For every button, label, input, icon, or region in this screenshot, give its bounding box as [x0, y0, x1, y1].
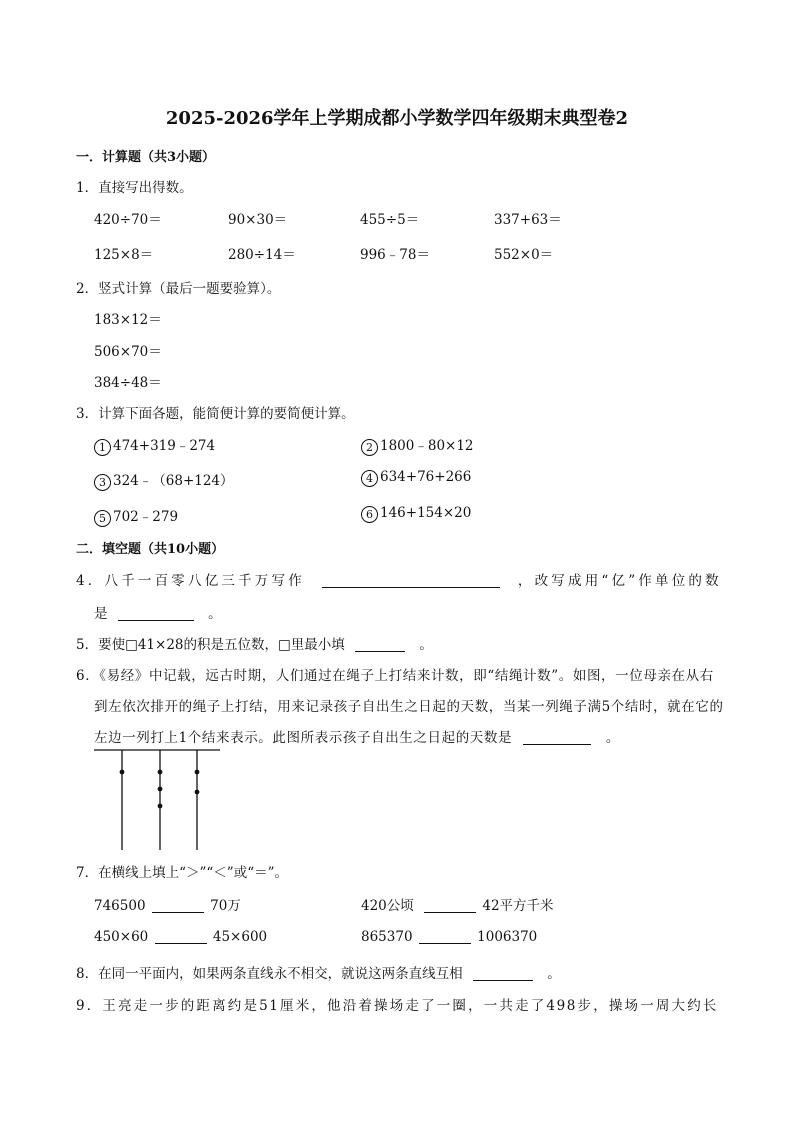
answer-blank[interactable]	[419, 929, 471, 944]
q3-expression: 1800﹣80×12	[380, 438, 474, 454]
knot	[158, 787, 163, 792]
q1-item: 420÷70＝	[94, 212, 162, 228]
q3-item	[361, 469, 471, 487]
question-6-line: 到左依次排开的绳子上打结，用来记录孩子自出生之日起的天数，当某一列绳子满5个结时，就在它的	[94, 699, 724, 715]
q3-expression: 702﹣279	[113, 509, 179, 525]
q7-left: 420公顷	[361, 898, 414, 914]
question-6-line	[94, 726, 620, 746]
knot	[120, 770, 125, 775]
q1-item: 552×0＝	[494, 247, 554, 263]
q3-expression: 146+154×20	[380, 505, 472, 521]
question-3-stem: 3．计算下面各题，能简便计算的要简便计算。	[76, 406, 355, 422]
q1-item: 455÷5＝	[360, 212, 420, 228]
q2-item: 384÷48＝	[94, 375, 162, 391]
answer-blank[interactable]	[355, 637, 405, 652]
q7-left: 450×60	[94, 929, 149, 945]
q4-text: 是	[94, 606, 108, 622]
q1-item: 90×30＝	[228, 212, 288, 228]
question-5	[76, 633, 433, 653]
question-4	[76, 569, 722, 589]
q7-left: 746500	[94, 898, 146, 914]
answer-blank[interactable]	[155, 929, 207, 944]
knot	[158, 770, 163, 775]
q6-text: 左边一列打上1个结来表示。此图所表示孩子自出生之日起的天数是	[94, 730, 513, 746]
q5-text: 5．要使□41×28的积是五位数，□里最小填	[76, 637, 345, 653]
knot	[158, 804, 163, 809]
q1-item: 280÷14＝	[228, 247, 296, 263]
question-6-line: 6．《易经》中记载，远古时期，人们通过在绳子上打结来计数，即“结绳计数”。如图，一位母亲在从右	[76, 668, 714, 684]
question-2-stem: 2．竖式计算（最后一题要验算）。	[76, 281, 281, 297]
q7-item	[94, 929, 267, 945]
q1-item: 996﹣78＝	[360, 247, 430, 263]
circled-number: 3	[94, 474, 111, 491]
circled-number: 2	[361, 439, 378, 456]
q7-left: 865370	[361, 929, 413, 945]
q1-item: 125×8＝	[94, 247, 154, 263]
page-title: 2025-2026学年上学期成都小学数学四年级期末典型卷2	[165, 108, 629, 129]
q7-item	[361, 929, 537, 945]
q3-item	[94, 469, 234, 491]
answer-blank[interactable]	[322, 573, 500, 588]
q7-item	[94, 894, 241, 914]
answer-blank[interactable]	[523, 730, 591, 745]
circled-number: 4	[361, 470, 378, 487]
answer-blank[interactable]	[424, 898, 476, 913]
q7-right: 45×600	[212, 929, 268, 945]
q7-right: 42平方千米	[482, 898, 554, 914]
question-7-stem: 7．在横线上填上“＞”“＜”或“＝”。	[76, 865, 288, 881]
q7-right: 1006370	[477, 929, 538, 945]
question-9-line: 9．王亮走一步的距离约是51厘米，他沿着操场走了一圈，一共走了498步，操场一周大约长	[76, 998, 718, 1014]
q2-item: 506×70＝	[94, 344, 162, 360]
q4-text: 4．八千一百零八亿三千万写作	[76, 573, 305, 589]
q8-text: 。	[547, 966, 561, 982]
section-heading-fill-in: 二．填空题（共10小题）	[76, 542, 225, 557]
q3-expression: 474+319﹣274	[113, 438, 216, 454]
knot	[195, 790, 200, 795]
q8-text: 8．在同一平面内，如果两条直线永不相交，就说这两条直线互相	[76, 966, 463, 982]
q3-item	[361, 434, 474, 456]
q1-item: 337+63＝	[494, 212, 562, 228]
circled-number: 6	[361, 506, 378, 523]
circled-number: 1	[94, 439, 111, 456]
answer-blank[interactable]	[152, 898, 204, 913]
question-8	[76, 962, 561, 982]
knot	[195, 770, 200, 775]
q4-text: 。	[208, 606, 222, 622]
q3-item	[361, 505, 471, 523]
q3-item	[94, 434, 215, 456]
q4-text: ，改写成用“亿”作单位的数	[517, 573, 722, 589]
question-1-stem: 1．直接写出得数。	[76, 180, 193, 196]
q3-expression: 634+76+266	[380, 469, 472, 485]
circled-number: 5	[94, 510, 111, 527]
answer-blank[interactable]	[473, 966, 533, 981]
q3-expression: 324﹣（68+124）	[113, 473, 234, 489]
q2-item: 183×12＝	[94, 312, 162, 328]
q3-item	[94, 505, 178, 527]
q5-text: 。	[419, 637, 433, 653]
q6-text: 。	[605, 730, 621, 746]
q7-item	[361, 894, 554, 914]
section-heading-calculation: 一．计算题（共3小题）	[76, 150, 216, 165]
q7-right: 70万	[210, 898, 241, 914]
answer-blank[interactable]	[118, 606, 194, 621]
knot-rope-figure	[92, 747, 224, 853]
question-4-cont	[94, 602, 222, 622]
